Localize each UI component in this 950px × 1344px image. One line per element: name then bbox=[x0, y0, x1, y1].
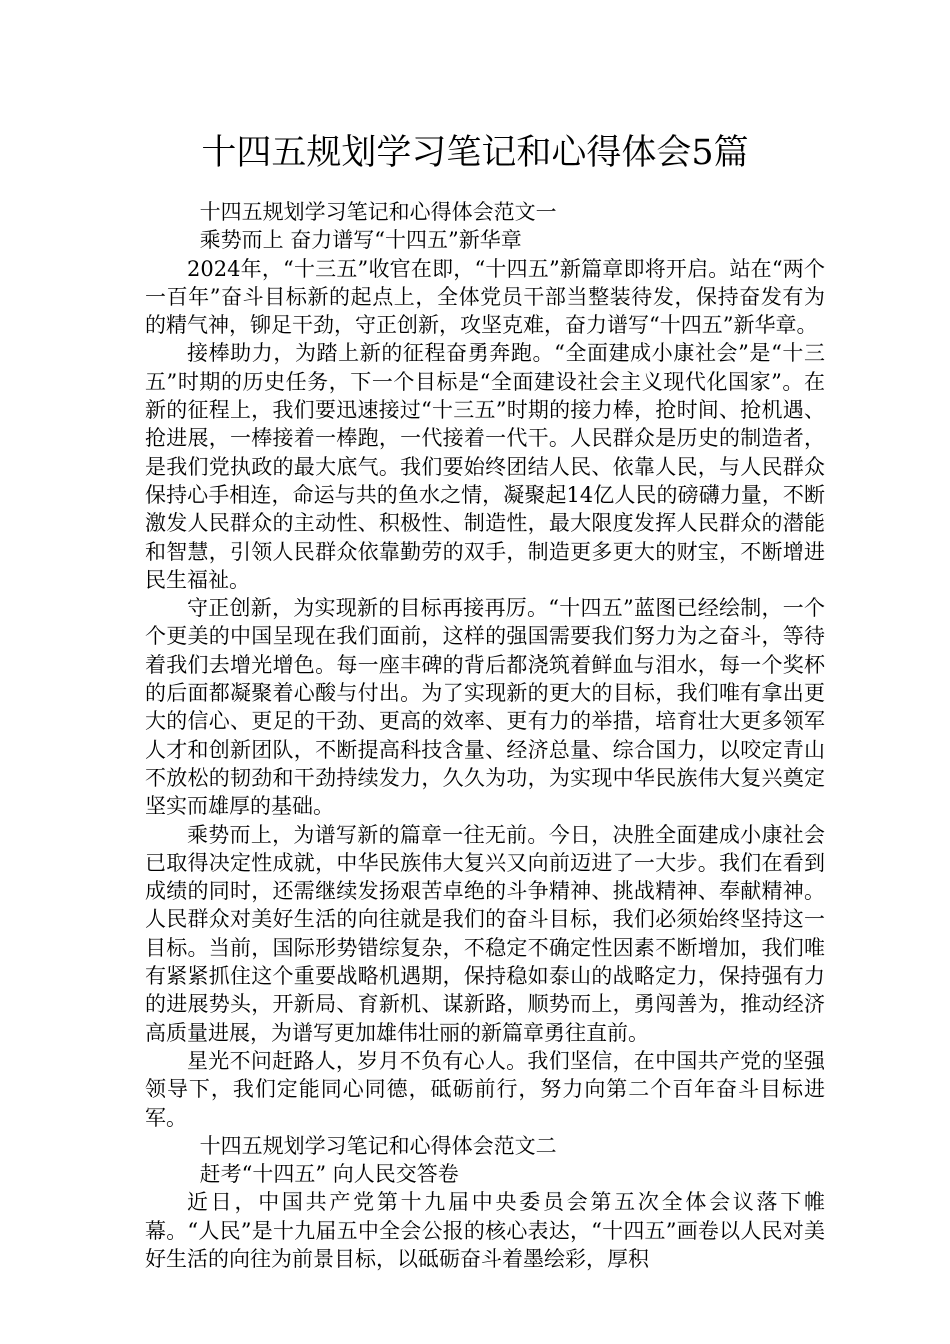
section-heading: 十四五规划学习笔记和心得体会范文二 bbox=[199, 1133, 557, 1158]
body-paragraph: 乘势而上，为谱写新的篇章一往无前。今日，决胜全面建成小康社会已取得决定性成就，中华民族伟大复兴又向前迈进了一大步。我们在看到成绩的同时，还需继续发扬艰苦卓绝的斗争精神、挑战精神、奉献精神。人民群众对美好生活的向往就是我们的奋斗目标，我们必须始终坚持这一目标。当前，国际形势错综复杂，不稳定不确定性因素不断增加，我们唯有紧紧抓住这个重要战略机遇期，保持稳如泰山的战略定力，保持强有力的进展势头，开新局、育新机、谋新路，顺势而上，勇闯善为，推动经济高质量进展，为谱写更加雄伟壮丽的新篇章勇往直前。 bbox=[145, 822, 825, 1045]
body-paragraph: 2024年，“十三五”收官在即，“十四五”新篇章即将开启。站在“两个一百年”奋斗目标新的起点上，全体党员干部当整装待发，保持奋发有为的精气神，铆足干劲，守正创新，攻坚克难，奋力谱写“十四五”新华章。 bbox=[145, 256, 825, 338]
article-subtitle: 乘势而上 奋力谱写“十四五”新华章 bbox=[199, 228, 522, 253]
section-heading: 十四五规划学习笔记和心得体会范文一 bbox=[199, 200, 557, 224]
body-paragraph: 近日，中国共产党第十九届中央委员会第五次全体会议落下帷幕。“人民”是十九届五中全会公报的核心表达，“十四五”画卷以人民对美好生活的向往为前景目标，以砥砺奋斗着墨绘彩，厚积 bbox=[145, 1190, 825, 1271]
body-paragraph: 接棒助力，为踏上新的征程奋勇奔跑。“全面建成小康社会”是“十三五”时期的历史任务，下一个目标是“全面建设社会主义现代化国家”。在新的征程上，我们要迅速接过“十三五”时期的接力棒，抢时间、抢机遇、抢进展，一棒接着一棒跑，一代接着一代干。人民群众是历史的制造者，是我们党执政的最大底气。我们要始终团结人民、依靠人民，与人民群众保持心手相连，命运与共的鱼水之情，凝聚起14亿人民的磅礴力量，不断激发人民群众的主动性、积极性、制造性，最大限度发挥人民群众的潜能和智慧，引领人民群众依靠勤劳的双手，制造更多更大的财宝，不断增进民生福祉。 bbox=[145, 341, 825, 592]
article-subtitle: 赶考“十四五” 向人民交答卷 bbox=[199, 1162, 459, 1187]
body-paragraph: 守正创新，为实现新的目标再接再厉。“十四五”蓝图已经绘制，一个个更美的中国呈现在我们面前，这样的强国需要我们努力为之奋斗，等待着我们去增光增色。每一座丰碑的背后都浇筑着鲜血与泪水，每一个奖杯的后面都凝聚着心酸与付出。为了实现新的更大的目标，我们唯有拿出更大的信心、更足的干劲、更高的效率、更有力的举措，培育壮大更多领军人才和创新团队，不断提高科技含量、经济总量、综合国力，以咬定青山不放松的韧劲和干劲持续发力，久久为功，为实现中华民族伟大复兴奠定坚实而雄厚的基础。 bbox=[145, 596, 825, 819]
body-paragraph: 星光不问赶路人，岁月不负有心人。我们坚信，在中国共产党的坚强领导下，我们定能同心同德，砥砺前行，努力向第二个百年奋斗目标进军。 bbox=[145, 1048, 825, 1130]
document-body bbox=[145, 198, 825, 1273]
document-title: 十四五规划学习笔记和心得体会5篇 bbox=[201, 133, 749, 173]
